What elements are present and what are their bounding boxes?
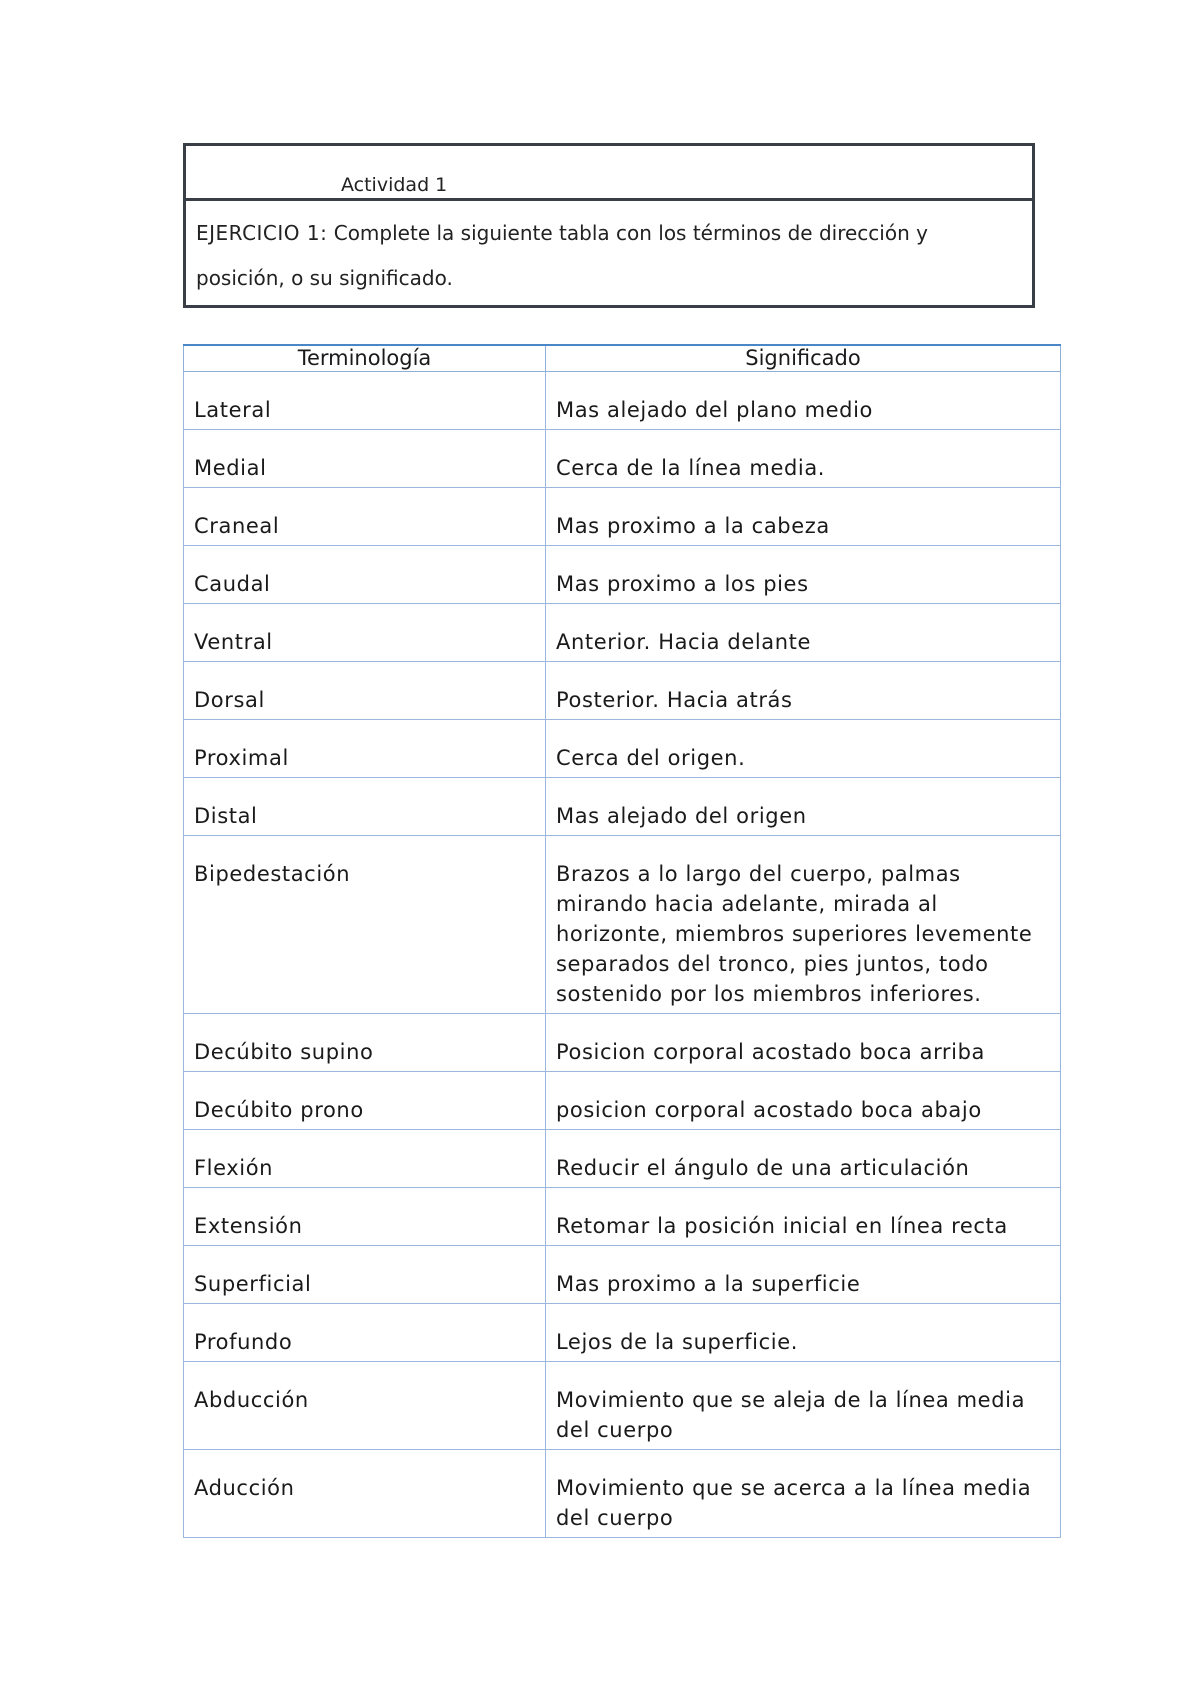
term-cell: Bipedestación (184, 836, 546, 1014)
meaning-cell: Mas proximo a la superficie (546, 1246, 1061, 1304)
table-row (184, 488, 1061, 546)
term-cell: Dorsal (184, 662, 546, 720)
term-cell: Extensión (184, 1188, 546, 1246)
meaning-cell: Posterior. Hacia atrás (546, 662, 1061, 720)
meaning-cell: Mas proximo a los pies (546, 546, 1061, 604)
term-cell: Craneal (184, 488, 546, 546)
meaning-cell: Movimiento que se acerca a la línea media del cuerpo (546, 1450, 1061, 1538)
table-row (184, 1072, 1061, 1130)
column-header-terminology: Terminología (184, 345, 546, 372)
table-row (184, 1450, 1061, 1538)
meaning-cell: Brazos a lo largo del cuerpo, palmas mirando hacia adelante, mirada al horizonte, miembros superiores levemente separados del tronco, pies juntos, todo sostenido por los miembros inferiores. (546, 836, 1061, 1014)
term-cell: Decúbito prono (184, 1072, 546, 1130)
term-cell: Lateral (184, 372, 546, 430)
term-cell: Superficial (184, 1246, 546, 1304)
meaning-cell: Cerca de la línea media. (546, 430, 1061, 488)
term-cell: Flexión (184, 1130, 546, 1188)
term-cell: Proximal (184, 720, 546, 778)
table-row (184, 836, 1061, 1014)
terminology-table (183, 344, 1061, 1538)
meaning-cell: Mas alejado del origen (546, 778, 1061, 836)
term-cell: Aducción (184, 1450, 546, 1538)
meaning-cell: Retomar la posición inicial en línea recta (546, 1188, 1061, 1246)
table-row (184, 1188, 1061, 1246)
term-cell: Caudal (184, 546, 546, 604)
activity-header-box (183, 143, 1035, 308)
table-row (184, 430, 1061, 488)
table-row (184, 372, 1061, 430)
table-row (184, 778, 1061, 836)
term-cell: Distal (184, 778, 546, 836)
table-row (184, 1362, 1061, 1450)
table-row (184, 720, 1061, 778)
term-cell: Medial (184, 430, 546, 488)
meaning-cell: Movimiento que se aleja de la línea media del cuerpo (546, 1362, 1061, 1450)
table-header-row (184, 345, 1061, 372)
column-header-meaning: Significado (546, 345, 1061, 372)
table-row (184, 1246, 1061, 1304)
exercise-label: EJERCICIO 1: (196, 221, 328, 245)
term-cell: Profundo (184, 1304, 546, 1362)
meaning-cell: Mas alejado del plano medio (546, 372, 1061, 430)
meaning-cell: Anterior. Hacia delante (546, 604, 1061, 662)
meaning-cell: Mas proximo a la cabeza (546, 488, 1061, 546)
term-cell: Ventral (184, 604, 546, 662)
table-row (184, 1130, 1061, 1188)
table-row (184, 1014, 1061, 1072)
meaning-cell: Cerca del origen. (546, 720, 1061, 778)
term-cell: Decúbito supino (184, 1014, 546, 1072)
table-row (184, 604, 1061, 662)
table-row (184, 546, 1061, 604)
exercise-instruction-text: Complete la siguiente tabla con los términos de dirección y posición, o su significado. (196, 221, 928, 290)
table-row (184, 1304, 1061, 1362)
activity-title-row (186, 146, 1032, 201)
table-body (184, 372, 1061, 1538)
exercise-instructions (186, 201, 1032, 301)
meaning-cell: Lejos de la superficie. (546, 1304, 1061, 1362)
meaning-cell: Posicion corporal acostado boca arriba (546, 1014, 1061, 1072)
meaning-cell: posicion corporal acostado boca abajo (546, 1072, 1061, 1130)
table-row (184, 662, 1061, 720)
meaning-cell: Reducir el ángulo de una articulación (546, 1130, 1061, 1188)
term-cell: Abducción (184, 1362, 546, 1450)
activity-title: Actividad 1 (341, 174, 448, 196)
